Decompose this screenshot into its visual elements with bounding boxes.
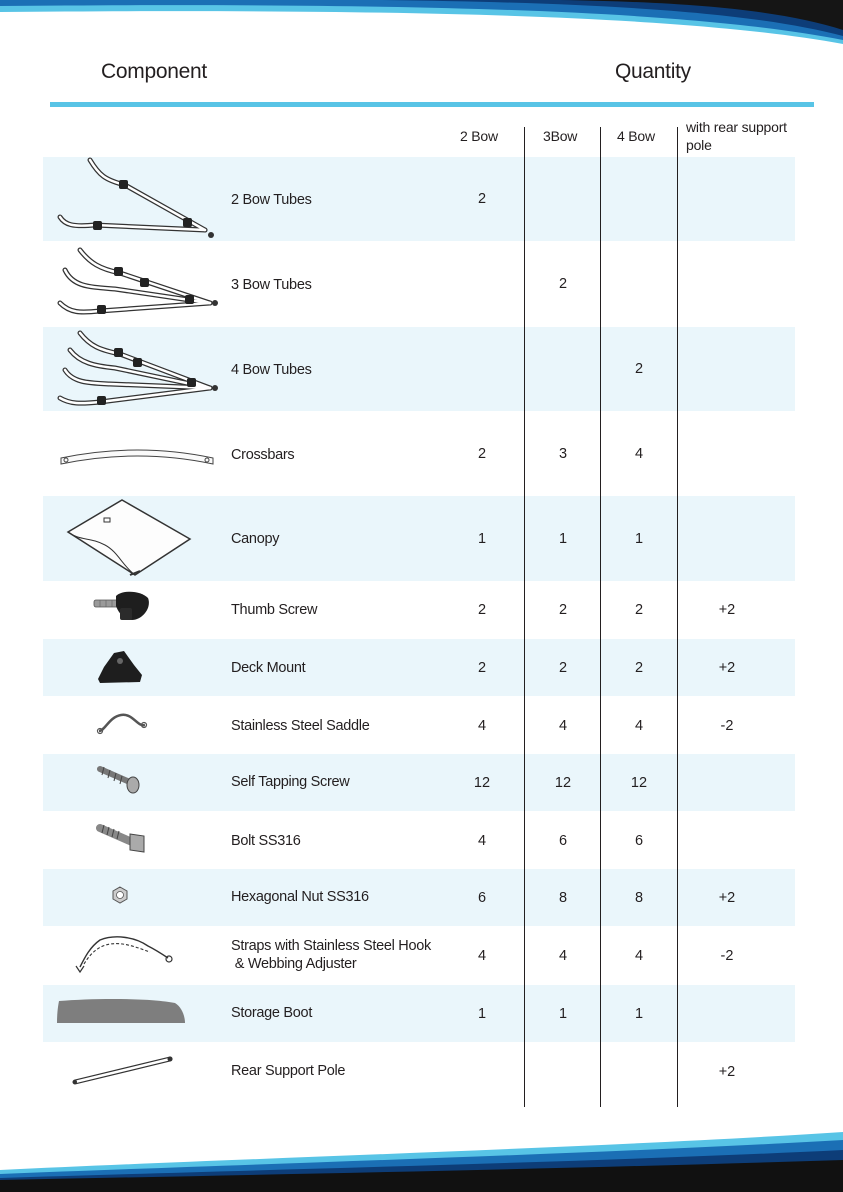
saddle-icon [95, 711, 149, 737]
qty-4-bow: 1 [634, 531, 644, 547]
qty-3-bow: 4 [558, 948, 568, 964]
qty-4-bow: 8 [634, 890, 644, 906]
qty-rear-support: -2 [720, 718, 734, 734]
qty-3-bow: 2 [558, 602, 568, 618]
qty-rear-support: -2 [720, 948, 734, 964]
row-bg [43, 639, 795, 696]
component-name: Crossbars [231, 447, 295, 463]
component-name: Stainless Steel Saddle [231, 718, 370, 734]
component-name: 3 Bow Tubes [231, 277, 312, 293]
qty-rear-support: +2 [718, 890, 736, 906]
component-name: Storage Boot [231, 1005, 313, 1021]
crossbar-icon [58, 444, 218, 468]
qty-4-bow: 4 [634, 948, 644, 964]
component-name: Bolt SS316 [231, 833, 301, 849]
qty-4-bow: 12 [630, 775, 648, 791]
thumb-screw-icon [92, 590, 154, 626]
qty-3-bow: 6 [558, 833, 568, 849]
rear-support-pole-icon [70, 1056, 175, 1086]
column-header-2-bow: 2 Bow [460, 128, 498, 144]
two-bow-tubes-icon [55, 155, 220, 243]
qty-2-bow: 2 [477, 191, 487, 207]
storage-boot-icon [55, 998, 190, 1024]
qty-3-bow: 1 [558, 531, 568, 547]
qty-2-bow: 1 [477, 1006, 487, 1022]
bolt-icon [96, 822, 156, 856]
qty-2-bow: 2 [477, 446, 487, 462]
component-name: Rear Support Pole [231, 1063, 346, 1079]
qty-rear-support: +2 [718, 602, 736, 618]
qty-3-bow: 8 [558, 890, 568, 906]
self-tapping-screw-icon [96, 765, 146, 795]
qty-4-bow: 1 [634, 1006, 644, 1022]
quantity-header: Quantity [615, 60, 691, 83]
qty-3-bow: 3 [558, 446, 568, 462]
component-name: 2 Bow Tubes [231, 192, 312, 208]
qty-3-bow: 2 [558, 276, 568, 292]
three-bow-tubes-icon [55, 245, 220, 325]
qty-2-bow: 2 [477, 660, 487, 676]
column-divider [600, 127, 601, 1107]
qty-3-bow: 1 [558, 1006, 568, 1022]
header-divider [50, 102, 814, 107]
component-header: Component [101, 60, 207, 83]
component-name: Straps with Stainless Steel Hook [231, 938, 431, 954]
component-name: Self Tapping Screw [231, 774, 350, 790]
component-name-line-2: & Webbing Adjuster [231, 956, 357, 972]
strap-icon [70, 932, 175, 974]
qty-3-bow: 4 [558, 718, 568, 734]
column-header-4-bow: 4 Bow [617, 128, 655, 144]
qty-4-bow: 4 [634, 718, 644, 734]
qty-2-bow: 4 [477, 718, 487, 734]
hex-nut-icon [110, 885, 130, 905]
bottom-swoosh-decoration [0, 1122, 843, 1192]
qty-2-bow: 2 [477, 602, 487, 618]
qty-2-bow: 12 [473, 775, 491, 791]
component-name: 4 Bow Tubes [231, 362, 312, 378]
qty-4-bow: 2 [634, 361, 644, 377]
qty-2-bow: 4 [477, 948, 487, 964]
qty-2-bow: 1 [477, 531, 487, 547]
canopy-icon [60, 497, 195, 579]
qty-2-bow: 6 [477, 890, 487, 906]
column-divider [524, 127, 525, 1107]
component-name: Canopy [231, 531, 280, 547]
row-bg [43, 869, 795, 926]
row-bg [43, 754, 795, 811]
component-name: Deck Mount [231, 660, 306, 676]
column-header-rear-support: with rear support pole [686, 119, 787, 153]
component-name: Hexagonal Nut SS316 [231, 889, 369, 905]
qty-4-bow: 6 [634, 833, 644, 849]
qty-rear-support: +2 [718, 1064, 736, 1080]
qty-4-bow: 4 [634, 446, 644, 462]
qty-rear-support: +2 [718, 660, 736, 676]
deck-mount-icon [94, 645, 146, 685]
column-header-3-bow: 3Bow [543, 128, 578, 144]
column-divider [677, 127, 678, 1107]
qty-3-bow: 12 [554, 775, 572, 791]
qty-4-bow: 2 [634, 660, 644, 676]
top-swoosh-decoration [0, 0, 843, 50]
qty-3-bow: 2 [558, 660, 568, 676]
qty-4-bow: 2 [634, 602, 644, 618]
qty-2-bow: 4 [477, 833, 487, 849]
component-name: Thumb Screw [231, 602, 318, 618]
four-bow-tubes-icon [55, 328, 220, 410]
